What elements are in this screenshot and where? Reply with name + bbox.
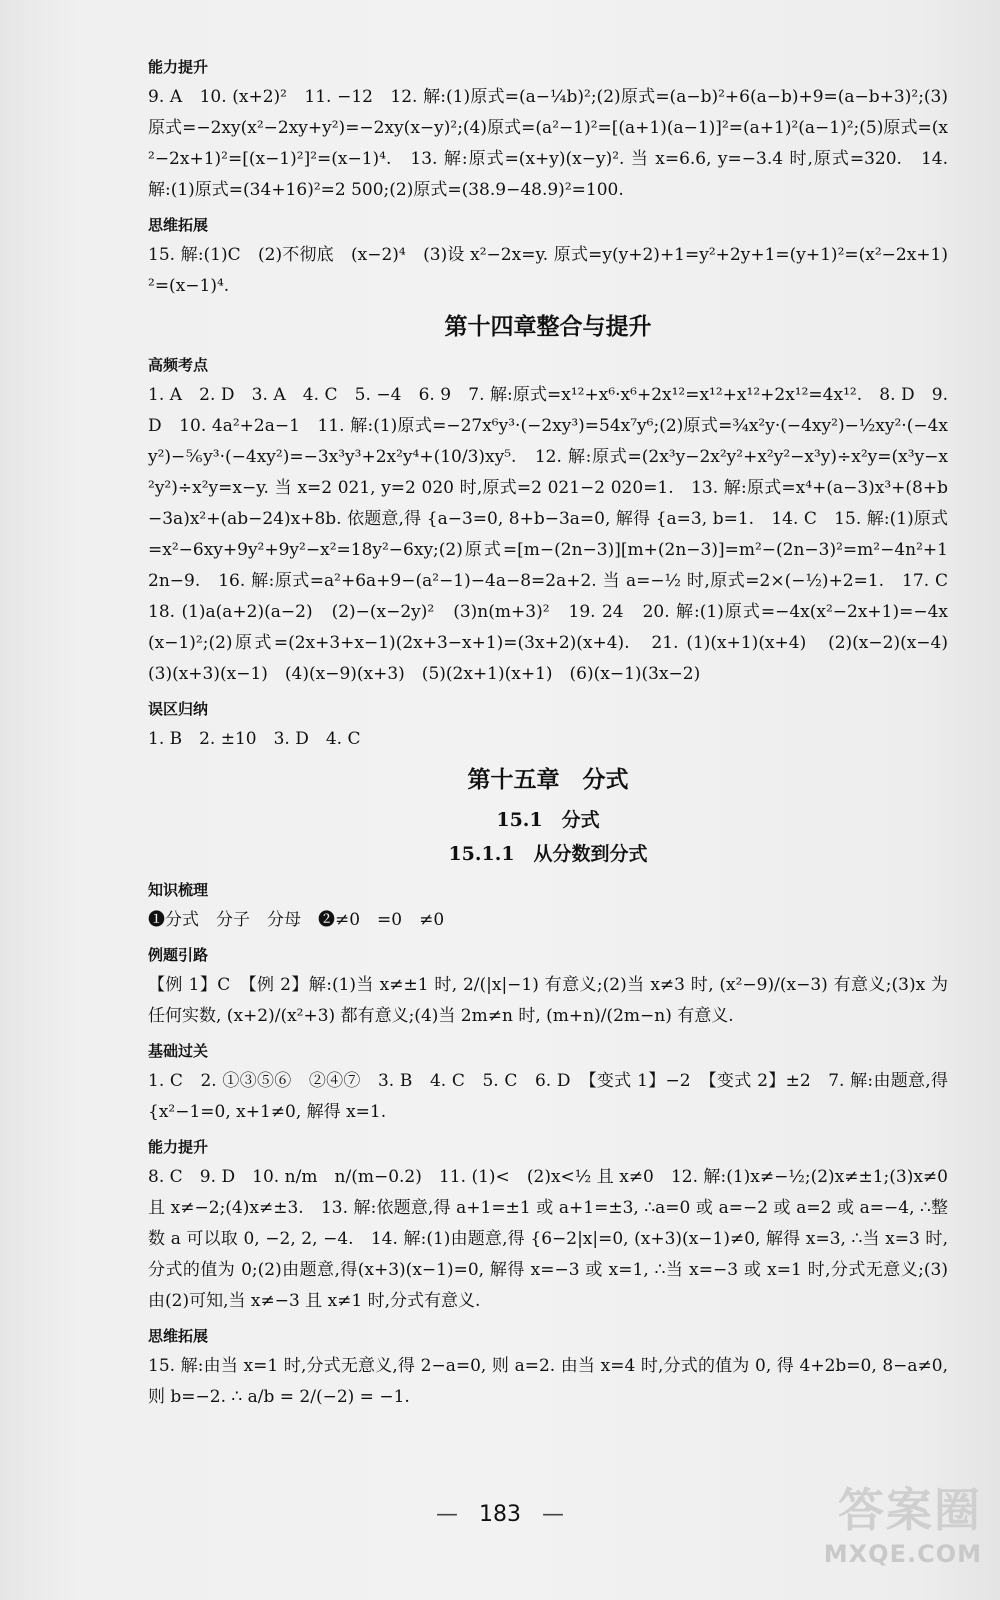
- watermark-url: MXQE.COM: [823, 1540, 982, 1568]
- section-heading: 基础过关: [148, 1042, 209, 1060]
- section-heading: 思维拓展: [148, 1327, 209, 1345]
- section-heading: 知识梳理: [148, 881, 209, 899]
- section-heading: 能力提升: [148, 1138, 209, 1156]
- watermark-logo-text: 答案圈: [838, 1483, 982, 1537]
- section-heading: 思维拓展: [148, 216, 209, 234]
- section-heading: 误区归纳: [148, 700, 209, 718]
- page-number-value: 183: [479, 1502, 521, 1527]
- page-number-dash-right: —: [542, 1502, 564, 1527]
- answer-paragraph: 8. C 9. D 10. n/m n/(m−0.2) 11. (1)< (2)x<½ 且 x≠0 12. 解:(1)x≠−½;(2)x≠±1;(3)x≠0 且 x≠−2;(4)x≠±3. 13. 解:依题意,得 a+1=±1 或 a+1=±3, ∴a=0 或 a=−2 或 a=2 或 a=−4, ∴整数 a 可以取 0, −2, 2, −4. 14. 解:(1)由题意,得 {6−2|x|=0, (x+3)(x−1)≠0, 解得 x=3, ∴当 x=3 时,分式的值为 0;(2)由题意,得(x+3)(x−1)=0, 解得 x=−3 或 x=1, ∴当 x=−3 或 x=1 时,分式无意义;(3)由(2)可知,当 x≠−3 且 x≠1 时,分式有意义.: [148, 1167, 948, 1311]
- subsection-title: 15.1 分式: [496, 809, 600, 831]
- watermark: [782, 1474, 982, 1582]
- answer-paragraph: 15. 解:由当 x=1 时,分式无意义,得 2−a=0, 则 a=2. 由当 x=4 时,分式的值为 0, 得 4+2b=0, 8−a≠0, 则 b=−2. ∴ a/b = 2/(−2) = −1.: [148, 1356, 948, 1407]
- answer-content: [148, 48, 965, 1413]
- answer-paragraph: 1. C 2. ①③⑤⑥ ②④⑦ 3. B 4. C 5. C 6. D 【变式 1】−2 【变式 2】±2 7. 解:由题意,得 {x²−1=0, x+1≠0, 解得 x=1.: [148, 1071, 948, 1122]
- section-heading: 例题引路: [148, 946, 209, 964]
- section-heading: 高频考点: [148, 356, 209, 374]
- answer-paragraph: 1. B 2. ±10 3. D 4. C: [148, 729, 361, 749]
- chapter-title: 第十四章整合与提升: [444, 313, 652, 340]
- section-heading: 能力提升: [148, 58, 209, 76]
- answer-paragraph: 1. A 2. D 3. A 4. C 5. −4 6. 9 7. 解:原式=x¹²+x⁶·x⁶+2x¹²=x¹²+x¹²+2x¹²=4x¹². 8. D 9. D 10. 4a²+2a−1 11. 解:(1)原式=−27x⁶y³·(−2xy³)=54x⁷y⁶;(2)原式=¾x²y·(−4xy²)−½xy²·(−4xy²)−⅚y³·(−4xy²)=−3x³y³+2x²y⁴+(10/3)xy⁵. 12. 解:原式=(2x³y−2x²y²+x²y²−x³y)÷x²y=(x³y−x²y²)÷x²y=x−y. 当 x=2 021, y=2 020 时,原式=2 021−2 020=1. 13. 解:原式=x⁴+(a−3)x³+(8+b−3a)x²+(ab−24)x+8b. 依题意,得 {a−3=0, 8+b−3a=0, 解得 {a=3, b=1. 14. C 15. 解:(1)原式=x²−6xy+9y²+9y²−x²=18y²−6xy;(2)原式=[m−(2n−3)][m+(2n−3)]=m²−(2n−3)²=m²−4n²+12n−9. 16. 解:原式=a²+6a+9−(a²−1)−4a−8=2a+2. 当 a=−½ 时,原式=2×(−½)+2=1. 17. C 18. (1)a(a+2)(a−2) (2)−(x−2y)² (3)n(m+3)² 19. 24 20. 解:(1)原式=−4x(x²−2x+1)=−4x(x−1)²;(2)原式=(2x+3+x−1)(2x+3−x+1)=(3x+2)(x+4). 21. (1)(x+1)(x+4) (2)(x−2)(x−4) (3)(x+3)(x−1) (4)(x−9)(x+3) (5)(2x+1)(x+1) (6)(x−1)(3x−2): [148, 385, 965, 684]
- chapter-title: 第十五章 分式: [467, 766, 629, 793]
- answer-paragraph: ❶分式 分子 分母 ❷≠0 =0 ≠0: [148, 910, 445, 930]
- answer-paragraph: 9. A 10. (x+2)² 11. −12 12. 解:(1)原式=(a−¼b)²;(2)原式=(a−b)²+6(a−b)+9=(a−b+3)²;(3)原式=−2xy(x²−2xy+y²)=−2xy(x−y)²;(4)原式=(a²−1)²=[(a+1)(a−1)]²=(a+1)²(a−1)²;(5)原式=(x²−2x+1)²=[(x−1)²]²=(x−1)⁴. 13. 解:原式=(x+y)(x−y)². 当 x=6.6, y=−3.4 时,原式=320. 14. 解:(1)原式=(34+16)²=2 500;(2)原式=(38.9−48.9)²=100.: [148, 87, 948, 200]
- answer-paragraph: 【例 1】C 【例 2】解:(1)当 x≠±1 时, 2/(|x|−1) 有意义;(2)当 x≠3 时, (x²−9)/(x−3) 有意义;(3)x 为任何实数, (x+2)/(x²+3) 都有意义;(4)当 2m≠n 时, (m+n)/(2m−n) 有意义.: [148, 975, 948, 1026]
- subsection-title: 15.1.1 从分数到分式: [448, 843, 648, 865]
- page-number-dash-left: —: [436, 1502, 458, 1527]
- answer-paragraph: 15. 解:(1)C (2)不彻底 (x−2)⁴ (3)设 x²−2x=y. 原式=y(y+2)+1=y²+2y+1=(y+1)²=(x²−2x+1)²=(x−1)⁴.: [148, 245, 948, 296]
